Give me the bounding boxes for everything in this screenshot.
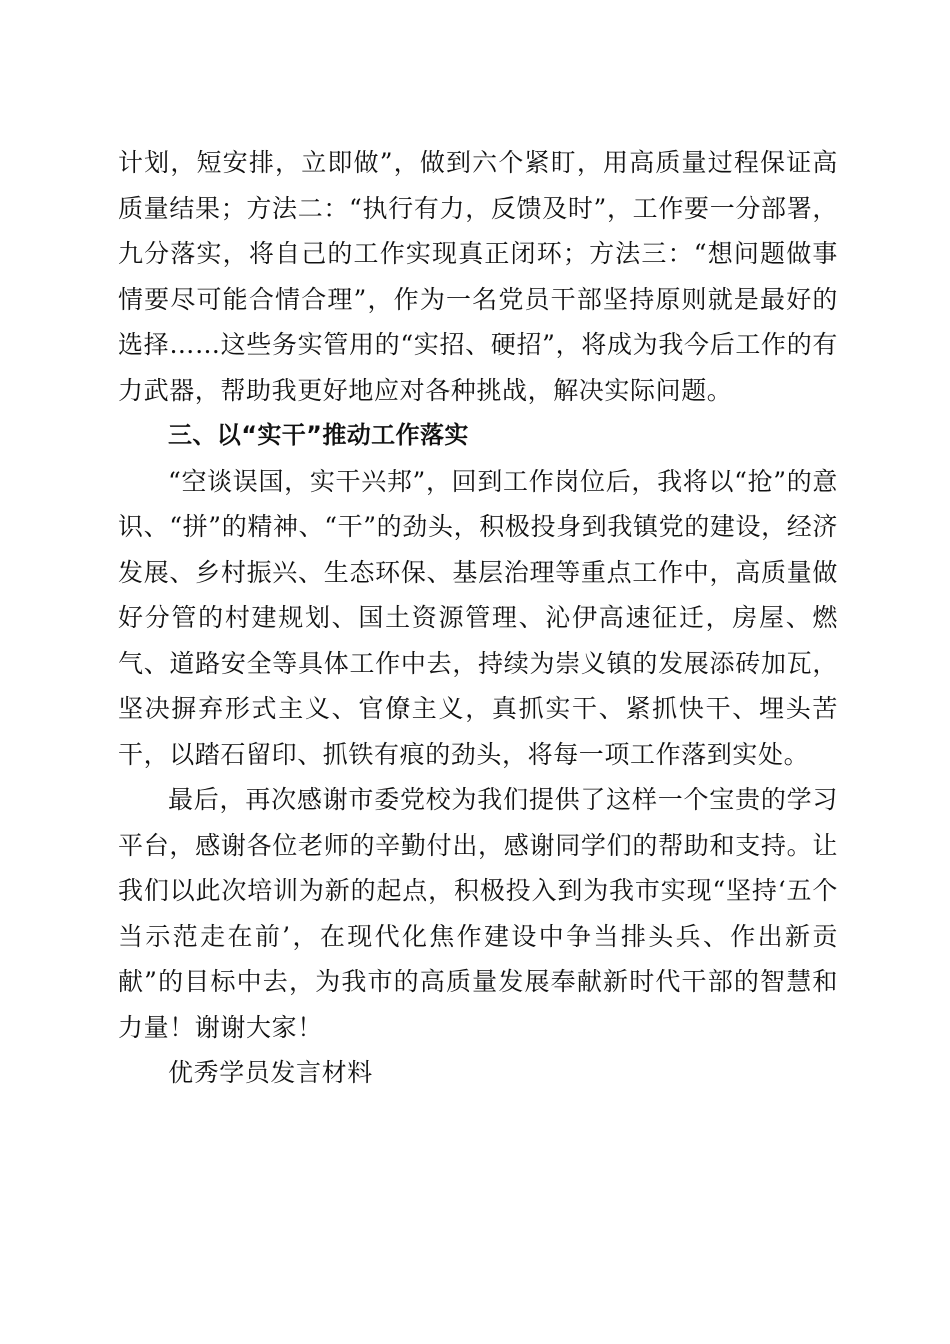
paragraph-continued: 计划，短安排，立即做”，做到六个紧盯，用高质量过程保证高质量结果；方法二：“执行有力，反馈及时”，工作要一分部署，九分落实，将自己的工作实现真正闭环；方法三：“想问题做事情要尽可能合情合理”，作为一名党员干部坚持原则就是最好的选择……这些务实管用的“实招、硬招”，将成为我今后工作的有力武器，帮助我更好地应对各种挑战，解决实际问题。 [118, 148, 838, 405]
document-page [118, 140, 838, 1096]
paragraph-closing: 最后，再次感谢市委党校为我们提供了这样一个宝贵的学习平台，感谢各位老师的辛勤付出，感谢同学们的帮助和支持。让我们以此次培训为新的起点，积极投入到为我市实现“坚持‘五个当示范走在前’，在现代化焦作建设中争当排头兵、作出新贡献”的目标中去，为我市的高质量发展奉献新时代干部的智慧和力量！谢谢大家！ [118, 785, 838, 1042]
section-heading: 三、以“实干”推动工作落实 [168, 421, 469, 449]
footer-label: 优秀学员发言材料 [168, 1058, 373, 1087]
paragraph-section3: “空谈误国，实干兴邦”，回到工作岗位后，我将以“抢”的意识、“拼”的精神、“干”的劲头，积极投身到我镇党的建设，经济发展、乡村振兴、生态环保、基层治理等重点工作中，高质量做好分管的村建规划、国土资源管理、沁伊高速征迁，房屋、燃气、道路安全等具体工作中去，持续为崇义镇的发展添砖加瓦，坚决摒弃形式主义、官僚主义，真抓实干、紧抓快干、埋头苦干，以踏石留印、抓铁有痕的劲头，将每一项工作落到实处。 [118, 466, 838, 769]
